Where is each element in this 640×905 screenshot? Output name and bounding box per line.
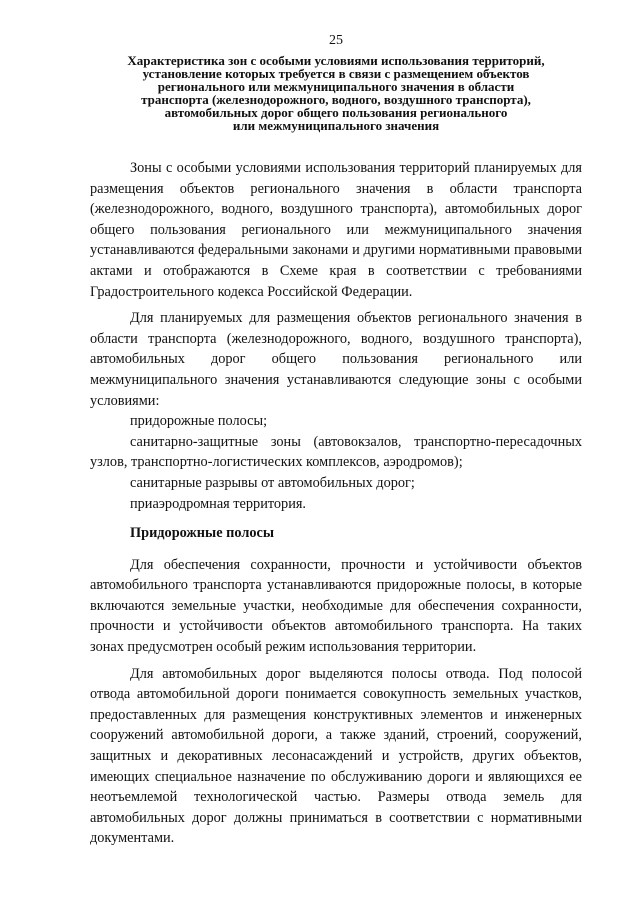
title-line: или межмуниципального значения: [232, 118, 440, 133]
title-line: установление которых требуется в связи с размещением объектов: [142, 66, 530, 81]
zone-list-item: санитарные разрывы от автомобильных дорог;: [130, 474, 415, 491]
title-line: Характеристика зон с особыми условиями использования территорий,: [127, 53, 545, 68]
zone-list-item: санитарно-защитные зоны (автовокзалов, транспортно-пересадочных узлов, транспортно-логистических комплексов, аэродромов);: [90, 433, 582, 471]
zone-list-item: придорожные полосы;: [130, 413, 268, 430]
document-title: [90, 54, 582, 132]
safety-paragraph: Для обеспечения сохранности, прочности и устойчивости объектов автомобильного транспорта устанавливаются придорожные полосы, в которые включаются земельные участки, необходимые для обеспечения сохранности, прочности и устойчивости объектов автомобильного транспорта. На таких зонах предусмотрен особый режим использования территории.: [90, 556, 582, 656]
zone-list-item: приаэродромная территория.: [130, 495, 307, 512]
intro-paragraph: Зоны с особыми условиями использования территорий планируемых для размещения объектов регионального значения в области транспорта (железнодорожного, водного, воздушного транспорта), автомобильных дорог общего пользования регионального или межмуниципального значения устанавливаются федеральными законами и другими нормативными правовыми актами и отображаются в Схеме края в соответствии с требованиями Градостроительного кодекса Российской Федерации.: [90, 160, 582, 300]
title-line: регионального или межмуниципального значения в области: [157, 79, 515, 94]
title-line: транспорта (железнодорожного, водного, воздушного транспорта),: [141, 92, 531, 107]
allotment-paragraph: Для автомобильных дорог выделяются полосы отвода. Под полосой отвода автомобильной дороги понимается совокупность земельных участков, предоставленных для размещения конструктивных элементов и инженерных сооружений автомобильной дороги, а также зданий, строений, сооружений, защитных и декоративных лесонасаждений и устройств, других объектов, имеющих специальное назначение по обслуживанию дороги и являющихся ее неотъемлемой технологической частью. Размеры отвода земель для автомобильных дорог должны приниматься в соответствии с нормативными документами.: [90, 665, 582, 847]
document-body: [90, 158, 582, 849]
title-line: автомобильных дорог общего пользования регионального: [164, 105, 508, 120]
zones-intro-paragraph: Для планируемых для размещения объектов регионального значения в области транспорта (железнодорожного, водного, воздушного транспорта), автомобильных дорог общего пользования регионального или межмуниципального значения устанавливаются следующие зоны с особыми условиями:: [90, 310, 582, 409]
page-number: 25: [329, 33, 343, 48]
section-heading: Придорожные полосы: [130, 525, 274, 542]
